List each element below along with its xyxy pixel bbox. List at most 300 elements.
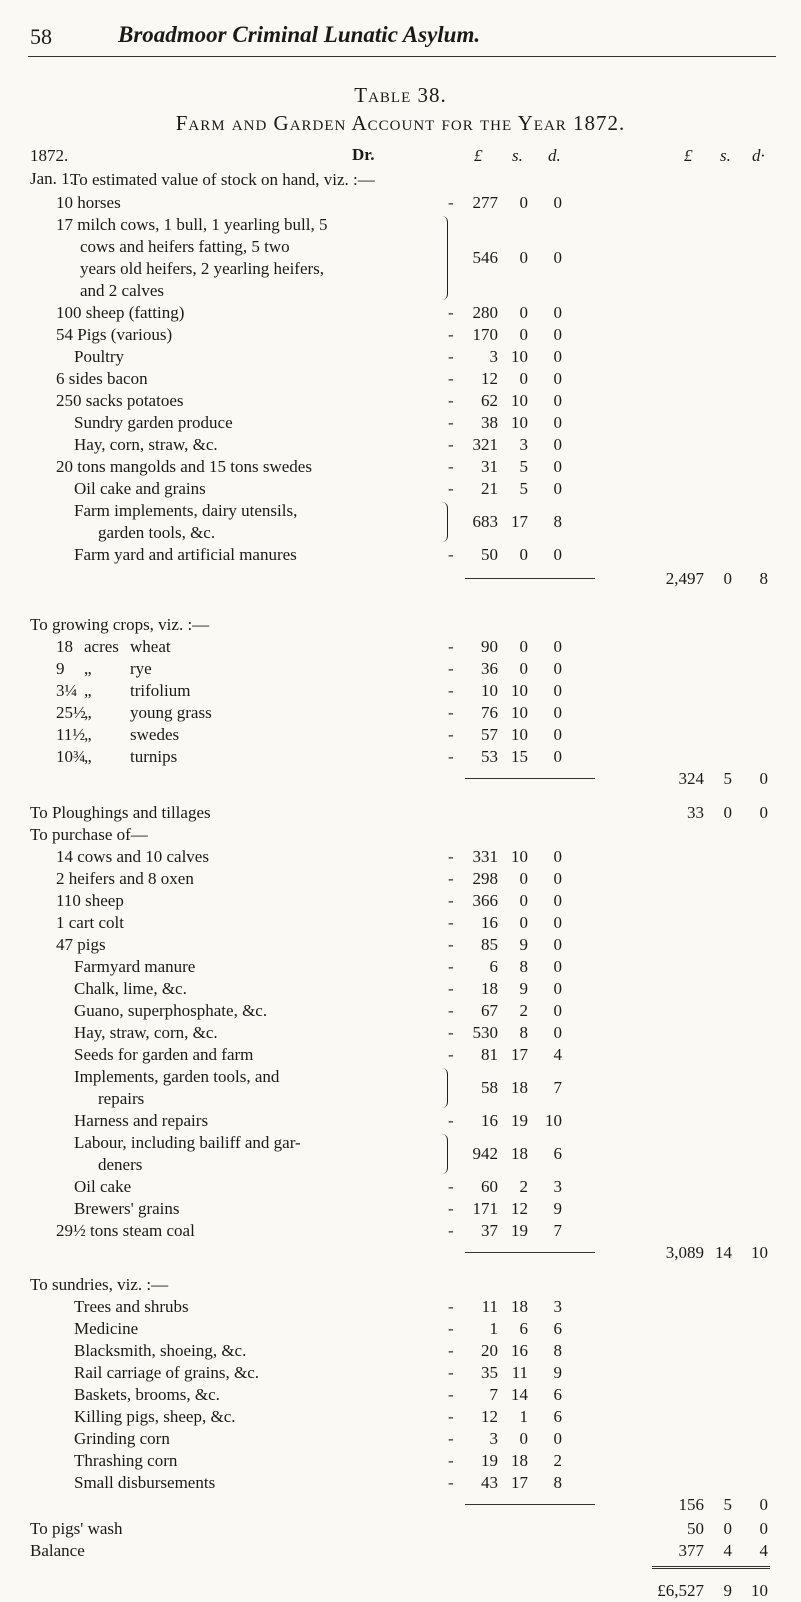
stock-item-4 bbox=[0, 346, 801, 368]
sundries-item-amount-pounds: 43 bbox=[481, 1473, 498, 1492]
sundries-item-5 bbox=[0, 1406, 801, 1428]
stock-item-amount-pence: 0 bbox=[553, 413, 562, 432]
stock-item-amount-shillings: 5 bbox=[519, 479, 528, 498]
table-title: Farm and Garden Account for the Year 1872. bbox=[175, 111, 626, 135]
leader-dashes: - bbox=[448, 325, 454, 344]
stock-item-label: Poultry bbox=[74, 347, 125, 366]
stock-item-amount-pounds: 12 bbox=[481, 369, 498, 388]
stock-total-row bbox=[0, 568, 801, 590]
leader-dashes: - bbox=[448, 681, 454, 700]
purchase-item-amount-pence: 4 bbox=[553, 1045, 562, 1064]
sundries-item-amount-pence: 2 bbox=[553, 1451, 562, 1470]
leader-dashes: - bbox=[448, 1363, 454, 1382]
sundries-item-amount-pounds: 12 bbox=[481, 1407, 498, 1426]
purchase-item-amount-pence: 6 bbox=[553, 1144, 562, 1163]
purchase-item-amount-pounds: 16 bbox=[481, 1111, 498, 1130]
grand-total-shillings: 9 bbox=[723, 1581, 732, 1600]
sundries-item-amount-pence: 6 bbox=[553, 1407, 562, 1426]
crop-amount-pounds: 36 bbox=[481, 659, 498, 678]
crop-unit: acres bbox=[84, 637, 119, 656]
sundries-item-amount-pence: 9 bbox=[553, 1363, 562, 1382]
brace-mark bbox=[441, 1068, 448, 1108]
stock-item-1-line-3 bbox=[0, 280, 801, 302]
purchase-item-amount-pounds: 530 bbox=[472, 1023, 498, 1042]
ploughings-total-pounds: 33 bbox=[687, 803, 704, 822]
sundries-item-amount-pence: 8 bbox=[553, 1473, 562, 1492]
leader-dashes: - bbox=[448, 1111, 454, 1130]
purchase-item-amount-pence: 0 bbox=[553, 913, 562, 932]
stock-item-label: Farm implements, dairy utensils, bbox=[74, 501, 298, 520]
purchase-item-label: 1 cart colt bbox=[56, 913, 124, 932]
stock-item-amount-pence: 0 bbox=[553, 347, 562, 366]
pigs-wash-row bbox=[0, 1518, 801, 1540]
stock-item-amount-pounds: 62 bbox=[481, 391, 498, 410]
crop-name: trifolium bbox=[130, 681, 191, 700]
stock-item-amount-pence: 0 bbox=[553, 479, 562, 498]
purchase-item-amount-shillings: 10 bbox=[511, 847, 528, 866]
balance-row bbox=[0, 1540, 801, 1562]
crop-name: young grass bbox=[130, 703, 212, 722]
purchase-item-7 bbox=[0, 1000, 801, 1022]
purchase-item-amount-pounds: 298 bbox=[472, 869, 498, 888]
stock-item-amount-pounds: 546 bbox=[472, 248, 498, 267]
stock-item-label: 17 milch cows, 1 bull, 1 yearling bull, 5 bbox=[56, 215, 328, 234]
crop-unit: „ bbox=[84, 681, 92, 700]
leader-dashes: - bbox=[448, 479, 454, 498]
stock-item-2 bbox=[0, 302, 801, 324]
stock-item-amount-shillings: 0 bbox=[519, 193, 528, 212]
leader-dashes: - bbox=[448, 1429, 454, 1448]
crop-unit: „ bbox=[84, 725, 92, 744]
crop-amount-shillings: 10 bbox=[511, 703, 528, 722]
stock-item-amount-pence: 0 bbox=[553, 457, 562, 476]
crop-amount-shillings: 15 bbox=[511, 747, 528, 766]
stock-item-amount-shillings: 0 bbox=[519, 325, 528, 344]
stock-item-amount-pounds: 280 bbox=[472, 303, 498, 322]
brace-mark bbox=[441, 502, 448, 542]
purchase-item-amount-pence: 0 bbox=[553, 1001, 562, 1020]
purchase-item-amount-pence: 10 bbox=[545, 1111, 562, 1130]
crop-qty: 18 bbox=[56, 637, 73, 656]
purchase-item-amount-shillings: 8 bbox=[519, 1023, 528, 1042]
crop-amount-pence: 0 bbox=[553, 659, 562, 678]
leader-dashes: - bbox=[448, 913, 454, 932]
crops-item-5 bbox=[0, 746, 801, 768]
leader-dashes: - bbox=[448, 847, 454, 866]
stock-item-amount-pounds: 3 bbox=[489, 347, 498, 366]
purchase-item-label: Oil cake bbox=[74, 1177, 132, 1196]
ploughings-total-pence: 0 bbox=[759, 803, 768, 822]
grand-total-pence: 10 bbox=[751, 1581, 768, 1600]
leader-dashes: - bbox=[448, 1177, 454, 1196]
purchase-item-label: 14 cows and 10 calves bbox=[56, 847, 209, 866]
crops-heading-row bbox=[0, 614, 801, 636]
stock-item-amount-shillings: 10 bbox=[511, 413, 528, 432]
purchase-item-label: 110 sheep bbox=[56, 891, 124, 910]
sundries-item-8 bbox=[0, 1472, 801, 1494]
purchase-item-amount-pounds: 37 bbox=[481, 1221, 498, 1240]
stock-item-amount-pounds: 31 bbox=[481, 457, 498, 476]
leader-dashes: - bbox=[448, 891, 454, 910]
purchase-item-label: deners bbox=[98, 1155, 143, 1174]
purchase-item-amount-pence: 0 bbox=[553, 979, 562, 998]
stock-item-label: 20 tons mangolds and 15 tons swedes bbox=[56, 457, 312, 476]
purchase-item-amount-pounds: 6 bbox=[489, 957, 498, 976]
purchase-item-amount-pence: 7 bbox=[553, 1078, 562, 1097]
purchase-item-amount-pence: 9 bbox=[553, 1199, 562, 1218]
sundries-item-amount-shillings: 11 bbox=[511, 1363, 528, 1382]
purchase-item-amount-pence: 7 bbox=[553, 1221, 562, 1240]
purchase-item-13 bbox=[0, 1176, 801, 1198]
stock-item-label: 54 Pigs (various) bbox=[56, 325, 173, 344]
sundries-item-label: Rail carriage of grains, &c. bbox=[74, 1363, 260, 1382]
purchase-item-amount-pence: 3 bbox=[553, 1177, 562, 1196]
purchase-item-label: repairs bbox=[98, 1089, 145, 1108]
pigs-wash-total-shillings: 0 bbox=[723, 1519, 732, 1538]
stock-item-0 bbox=[0, 192, 801, 214]
purchase-item-5 bbox=[0, 956, 801, 978]
sundries-item-label: Medicine bbox=[74, 1319, 139, 1338]
stock-item-amount-shillings: 0 bbox=[519, 369, 528, 388]
purchase-item-amount-pounds: 67 bbox=[481, 1001, 498, 1020]
crop-amount-shillings: 0 bbox=[519, 637, 528, 656]
purchase-item-amount-pence: 0 bbox=[553, 891, 562, 910]
leader-dashes: - bbox=[448, 369, 454, 388]
ploughings-label: To Ploughings and tillages bbox=[30, 803, 211, 822]
sundries-heading: To sundries, viz. :— bbox=[30, 1275, 169, 1294]
purchase-item-amount-pounds: 366 bbox=[472, 891, 498, 910]
balance-total-shillings: 4 bbox=[723, 1541, 732, 1560]
sundries-total-pounds: 156 bbox=[678, 1495, 704, 1514]
stock-item-amount-pounds: 321 bbox=[472, 435, 498, 454]
stock-item-1 bbox=[0, 214, 801, 236]
stock-item-amount-pence: 0 bbox=[553, 193, 562, 212]
crop-amount-pounds: 53 bbox=[481, 747, 498, 766]
purchase-item-amount-pounds: 58 bbox=[481, 1078, 498, 1097]
crop-name: turnips bbox=[130, 747, 178, 766]
crop-unit: „ bbox=[84, 659, 92, 678]
sundries-item-amount-pounds: 7 bbox=[489, 1385, 498, 1404]
stock-item-10 bbox=[0, 478, 801, 500]
purchase-total-row bbox=[0, 1242, 801, 1264]
purchase-item-amount-shillings: 19 bbox=[511, 1221, 528, 1240]
purchase-item-10-amount-row bbox=[0, 1077, 801, 1099]
account-year: 1872. bbox=[30, 146, 69, 165]
balance-label: Balance bbox=[30, 1541, 85, 1560]
stock-item-amount-pounds: 38 bbox=[481, 413, 498, 432]
purchase-item-0 bbox=[0, 846, 801, 868]
purchase-item-label: Chalk, lime, &c. bbox=[74, 979, 187, 998]
purchase-item-amount-shillings: 18 bbox=[511, 1078, 528, 1097]
leader-dashes: - bbox=[448, 1451, 454, 1470]
purchase-item-3 bbox=[0, 912, 801, 934]
purchase-item-amount-shillings: 18 bbox=[511, 1144, 528, 1163]
leader-dashes: - bbox=[448, 391, 454, 410]
stock-item-amount-shillings: 17 bbox=[511, 512, 528, 531]
leader-dashes: - bbox=[448, 979, 454, 998]
leader-dashes: - bbox=[448, 725, 454, 744]
crop-name: swedes bbox=[130, 725, 180, 744]
purchase-item-amount-shillings: 9 bbox=[519, 979, 528, 998]
leader-dashes: - bbox=[448, 193, 454, 212]
crop-amount-pounds: 10 bbox=[481, 681, 498, 700]
crop-qty: 25½ bbox=[56, 703, 86, 722]
stock-item-label: 6 sides bacon bbox=[56, 369, 148, 388]
stock-total-pence: 8 bbox=[759, 569, 768, 588]
sundries-item-amount-pence: 3 bbox=[553, 1297, 562, 1316]
crop-qty: 3¼ bbox=[56, 681, 78, 700]
stock-item-11-amount-row bbox=[0, 511, 801, 533]
crop-amount-shillings: 0 bbox=[519, 659, 528, 678]
grand-total-rule bbox=[652, 1566, 770, 1569]
purchase-total-pounds: 3,089 bbox=[665, 1243, 704, 1262]
purchase-item-9 bbox=[0, 1044, 801, 1066]
sundries-item-amount-pounds: 35 bbox=[481, 1363, 498, 1382]
stock-item-amount-pence: 0 bbox=[553, 303, 562, 322]
sundries-item-label: Blacksmith, shoeing, &c. bbox=[74, 1341, 247, 1360]
sundries-item-label: Trees and shrubs bbox=[74, 1297, 189, 1316]
leader-dashes: - bbox=[448, 1001, 454, 1020]
purchase-item-label: Hay, straw, corn, &c. bbox=[74, 1023, 218, 1042]
sundries-item-1 bbox=[0, 1318, 801, 1340]
table-number: Table 38. bbox=[354, 83, 447, 107]
balance-total-pounds: 377 bbox=[678, 1541, 704, 1560]
stock-item-3 bbox=[0, 324, 801, 346]
balance-total-pence: 4 bbox=[759, 1541, 768, 1560]
crop-amount-pence: 0 bbox=[553, 703, 562, 722]
purchase-item-4 bbox=[0, 934, 801, 956]
sundries-item-amount-pence: 0 bbox=[553, 1429, 562, 1448]
col-header-shillings: s. bbox=[512, 146, 523, 165]
debit-side-label: Dr. bbox=[352, 145, 375, 164]
leader-dashes: - bbox=[448, 1385, 454, 1404]
sundries-item-amount-pence: 6 bbox=[553, 1385, 562, 1404]
crop-qty: 11½ bbox=[56, 725, 86, 744]
leader-dashes: - bbox=[448, 435, 454, 454]
purchase-item-14 bbox=[0, 1198, 801, 1220]
purchase-item-amount-shillings: 2 bbox=[519, 1001, 528, 1020]
sundries-total-shillings: 5 bbox=[723, 1495, 732, 1514]
total-header-pounds: £ bbox=[684, 146, 693, 165]
purchase-heading: To purchase of— bbox=[30, 825, 148, 844]
stock-item-amount-pence: 8 bbox=[553, 512, 562, 531]
pigs-wash-total-pounds: 50 bbox=[687, 1519, 704, 1538]
sundries-item-amount-shillings: 18 bbox=[511, 1451, 528, 1470]
leader-dashes: - bbox=[448, 637, 454, 656]
purchase-item-amount-pounds: 331 bbox=[472, 847, 498, 866]
stock-item-amount-shillings: 3 bbox=[519, 435, 528, 454]
sundries-item-amount-pounds: 1 bbox=[489, 1319, 498, 1338]
sundries-item-amount-shillings: 17 bbox=[511, 1473, 528, 1492]
stock-item-label: Farm yard and artificial manures bbox=[74, 545, 297, 564]
leader-dashes: - bbox=[448, 1045, 454, 1064]
stock-item-amount-pounds: 50 bbox=[481, 545, 498, 564]
purchase-item-amount-shillings: 0 bbox=[519, 869, 528, 888]
stock-item-label: Hay, corn, straw, &c. bbox=[74, 435, 218, 454]
purchase-item-amount-pence: 0 bbox=[553, 957, 562, 976]
purchase-item-amount-pounds: 85 bbox=[481, 935, 498, 954]
stock-item-amount-shillings: 10 bbox=[511, 347, 528, 366]
purchase-item-label: 47 pigs bbox=[56, 935, 106, 954]
leader-dashes: - bbox=[448, 703, 454, 722]
total-header-shillings: s. bbox=[720, 146, 731, 165]
sundries-item-amount-pounds: 3 bbox=[489, 1429, 498, 1448]
crop-amount-pence: 0 bbox=[553, 637, 562, 656]
crop-unit: „ bbox=[84, 747, 92, 766]
crop-amount-pounds: 90 bbox=[481, 637, 498, 656]
purchase-heading-row bbox=[0, 824, 801, 846]
sundries-item-amount-pounds: 20 bbox=[481, 1341, 498, 1360]
crop-unit: „ bbox=[84, 703, 92, 722]
stock-item-1-amount-row bbox=[0, 247, 801, 269]
purchase-item-1 bbox=[0, 868, 801, 890]
stock-item-6 bbox=[0, 390, 801, 412]
sundries-total-pence: 0 bbox=[759, 1495, 768, 1514]
col-header-pence: d. bbox=[548, 146, 561, 165]
brace-mark bbox=[441, 216, 448, 300]
purchase-item-amount-shillings: 9 bbox=[519, 935, 528, 954]
sundries-heading-row bbox=[0, 1274, 801, 1296]
purchase-item-amount-shillings: 8 bbox=[519, 957, 528, 976]
crops-total-shillings: 5 bbox=[723, 769, 732, 788]
purchase-item-amount-pence: 0 bbox=[553, 1023, 562, 1042]
stock-item-label: cows and heifers fatting, 5 two bbox=[80, 237, 290, 256]
sundries-item-4 bbox=[0, 1384, 801, 1406]
stock-item-8 bbox=[0, 434, 801, 456]
stock-item-amount-pence: 0 bbox=[553, 391, 562, 410]
sundries-item-amount-pounds: 19 bbox=[481, 1451, 498, 1470]
ploughings-row bbox=[0, 802, 801, 824]
purchase-item-2 bbox=[0, 890, 801, 912]
sundries-item-2 bbox=[0, 1340, 801, 1362]
crop-qty: 9 bbox=[56, 659, 65, 678]
stock-item-label: Oil cake and grains bbox=[74, 479, 206, 498]
crops-item-4 bbox=[0, 724, 801, 746]
leader-dashes: - bbox=[448, 659, 454, 678]
stock-item-amount-pounds: 683 bbox=[472, 512, 498, 531]
purchase-item-amount-shillings: 0 bbox=[519, 891, 528, 910]
brace-mark bbox=[441, 1134, 448, 1174]
sundries-item-label: Small disbursements bbox=[74, 1473, 216, 1492]
purchase-item-label: 2 heifers and 8 oxen bbox=[56, 869, 194, 888]
crops-total-pence: 0 bbox=[759, 769, 768, 788]
purchase-item-label: 29½ tons steam coal bbox=[56, 1221, 195, 1240]
crops-item-3 bbox=[0, 702, 801, 724]
purchase-item-amount-pounds: 60 bbox=[481, 1177, 498, 1196]
stock-item-5 bbox=[0, 368, 801, 390]
purchase-item-amount-pounds: 18 bbox=[481, 979, 498, 998]
purchase-total-pence: 10 bbox=[751, 1243, 768, 1262]
purchase-item-12-amount-row bbox=[0, 1143, 801, 1165]
grand-total-row bbox=[0, 1580, 801, 1602]
purchase-item-label: Harness and repairs bbox=[74, 1111, 209, 1130]
stock-item-label: 100 sheep (fatting) bbox=[56, 303, 185, 322]
leader-dashes: - bbox=[448, 1221, 454, 1240]
crop-qty: 10¾ bbox=[56, 747, 86, 766]
leader-dashes: - bbox=[448, 869, 454, 888]
sundries-item-0 bbox=[0, 1296, 801, 1318]
leader-dashes: - bbox=[448, 303, 454, 322]
stock-item-12 bbox=[0, 544, 801, 566]
sundries-item-amount-shillings: 16 bbox=[511, 1341, 528, 1360]
leader-dashes: - bbox=[448, 935, 454, 954]
stock-item-amount-shillings: 0 bbox=[519, 303, 528, 322]
purchase-item-amount-pounds: 16 bbox=[481, 913, 498, 932]
purchase-item-amount-pounds: 171 bbox=[472, 1199, 498, 1218]
crop-amount-pounds: 57 bbox=[481, 725, 498, 744]
stock-item-amount-shillings: 10 bbox=[511, 391, 528, 410]
leader-dashes: - bbox=[448, 957, 454, 976]
crops-item-0 bbox=[0, 636, 801, 658]
stock-item-amount-pence: 0 bbox=[553, 435, 562, 454]
purchase-item-8 bbox=[0, 1022, 801, 1044]
stock-item-amount-pence: 0 bbox=[553, 545, 562, 564]
stock-item-9 bbox=[0, 456, 801, 478]
purchase-item-amount-shillings: 2 bbox=[519, 1177, 528, 1196]
stock-item-amount-pounds: 170 bbox=[472, 325, 498, 344]
stock-item-label: and 2 calves bbox=[80, 281, 165, 300]
sundries-item-6 bbox=[0, 1428, 801, 1450]
stock-item-amount-pounds: 277 bbox=[472, 193, 498, 212]
ploughings-total-shillings: 0 bbox=[723, 803, 732, 822]
sundries-item-3 bbox=[0, 1362, 801, 1384]
sundries-item-amount-shillings: 18 bbox=[511, 1297, 528, 1316]
crop-amount-pence: 0 bbox=[553, 747, 562, 766]
sundries-item-amount-pence: 6 bbox=[553, 1319, 562, 1338]
pigs-wash-total-pence: 0 bbox=[759, 1519, 768, 1538]
purchase-item-11 bbox=[0, 1110, 801, 1132]
leader-dashes: - bbox=[448, 413, 454, 432]
stock-heading: To estimated value of stock on hand, viz. :— bbox=[70, 170, 375, 189]
stock-item-amount-pence: 0 bbox=[553, 325, 562, 344]
stock-total-pounds: 2,497 bbox=[665, 569, 704, 588]
sundries-item-amount-pounds: 11 bbox=[481, 1297, 498, 1316]
leader-dashes: - bbox=[448, 1407, 454, 1426]
crop-name: wheat bbox=[130, 637, 171, 656]
total-header-pence: d· bbox=[752, 146, 765, 165]
leader-dashes: - bbox=[448, 747, 454, 766]
stock-item-amount-shillings: 5 bbox=[519, 457, 528, 476]
page-number: 58 bbox=[30, 24, 52, 49]
crop-amount-shillings: 10 bbox=[511, 681, 528, 700]
crop-name: rye bbox=[130, 659, 152, 678]
sundries-item-label: Thrashing corn bbox=[74, 1451, 178, 1470]
stock-item-7 bbox=[0, 412, 801, 434]
sundries-item-amount-shillings: 14 bbox=[511, 1385, 528, 1404]
purchase-item-amount-shillings: 19 bbox=[511, 1111, 528, 1130]
stock-item-amount-shillings: 0 bbox=[519, 248, 528, 267]
purchase-item-amount-pence: 0 bbox=[553, 935, 562, 954]
purchase-item-label: Farmyard manure bbox=[74, 957, 196, 976]
crops-heading: To growing crops, viz. :— bbox=[30, 615, 210, 634]
stock-item-label: Sundry garden produce bbox=[74, 413, 233, 432]
crop-amount-pence: 0 bbox=[553, 681, 562, 700]
sundries-item-amount-pence: 8 bbox=[553, 1341, 562, 1360]
sundries-item-label: Killing pigs, sheep, &c. bbox=[74, 1407, 236, 1426]
crops-total-pounds: 324 bbox=[678, 769, 704, 788]
stock-item-amount-pence: 0 bbox=[553, 369, 562, 388]
crop-amount-shillings: 10 bbox=[511, 725, 528, 744]
crop-amount-pence: 0 bbox=[553, 725, 562, 744]
sundries-item-amount-shillings: 1 bbox=[519, 1407, 528, 1426]
crop-amount-pounds: 76 bbox=[481, 703, 498, 722]
purchase-item-amount-pence: 0 bbox=[553, 847, 562, 866]
stock-item-amount-pence: 0 bbox=[553, 248, 562, 267]
purchase-item-amount-shillings: 17 bbox=[511, 1045, 528, 1064]
purchase-item-6 bbox=[0, 978, 801, 1000]
purchase-item-label: Labour, including bailiff and gar- bbox=[74, 1133, 301, 1152]
stock-item-label: 10 horses bbox=[56, 193, 121, 212]
